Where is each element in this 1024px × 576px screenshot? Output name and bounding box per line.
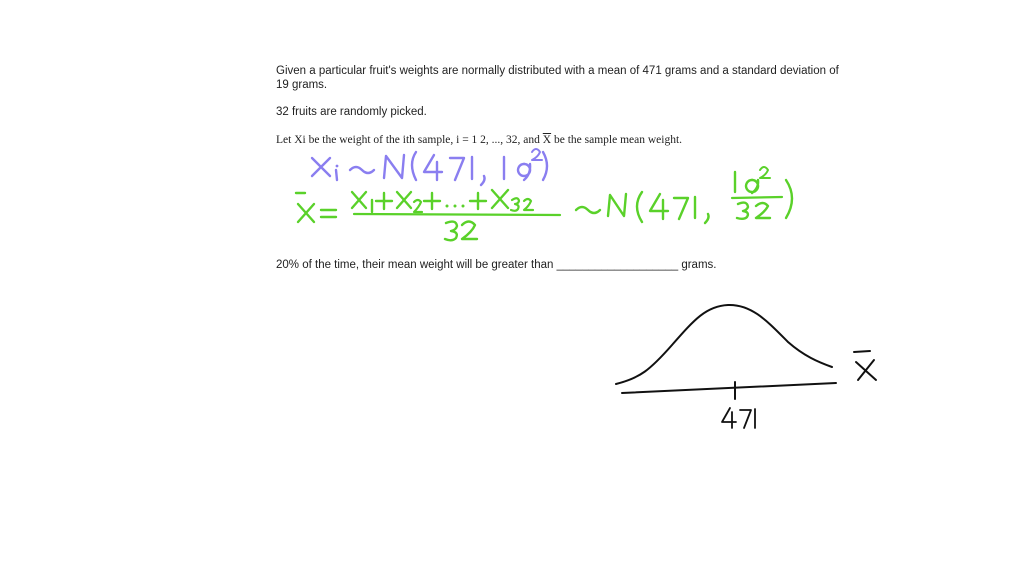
mean-tick-label <box>722 408 755 428</box>
question-statement: 20% of the time, their mean weight will be greater than ___________________ grams. <box>276 259 717 271</box>
handwritten-line-2 <box>296 167 792 240</box>
variable-definition <box>276 133 682 147</box>
axis-label-xbar <box>854 351 876 380</box>
x-axis-line <box>622 383 836 393</box>
normal-curve-sketch <box>616 305 876 428</box>
bell-curve <box>616 305 832 384</box>
variable-definition-start: Let Xi be the weight of the ith sample, i = 1 2, ..., 32, and <box>276 134 543 146</box>
xbar-symbol: $\overline{X}$ <box>542 134 552 146</box>
variable-definition-end: be the sample mean weight. <box>551 134 683 146</box>
sample-size-statement: 32 fruits are randomly picked. <box>276 106 427 118</box>
problem-statement: Given a particular fruit's weights are normally distributed with a mean of 471 grams and a standard deviation of 19 grams. <box>276 65 839 91</box>
handwritten-line-1 <box>312 149 547 185</box>
